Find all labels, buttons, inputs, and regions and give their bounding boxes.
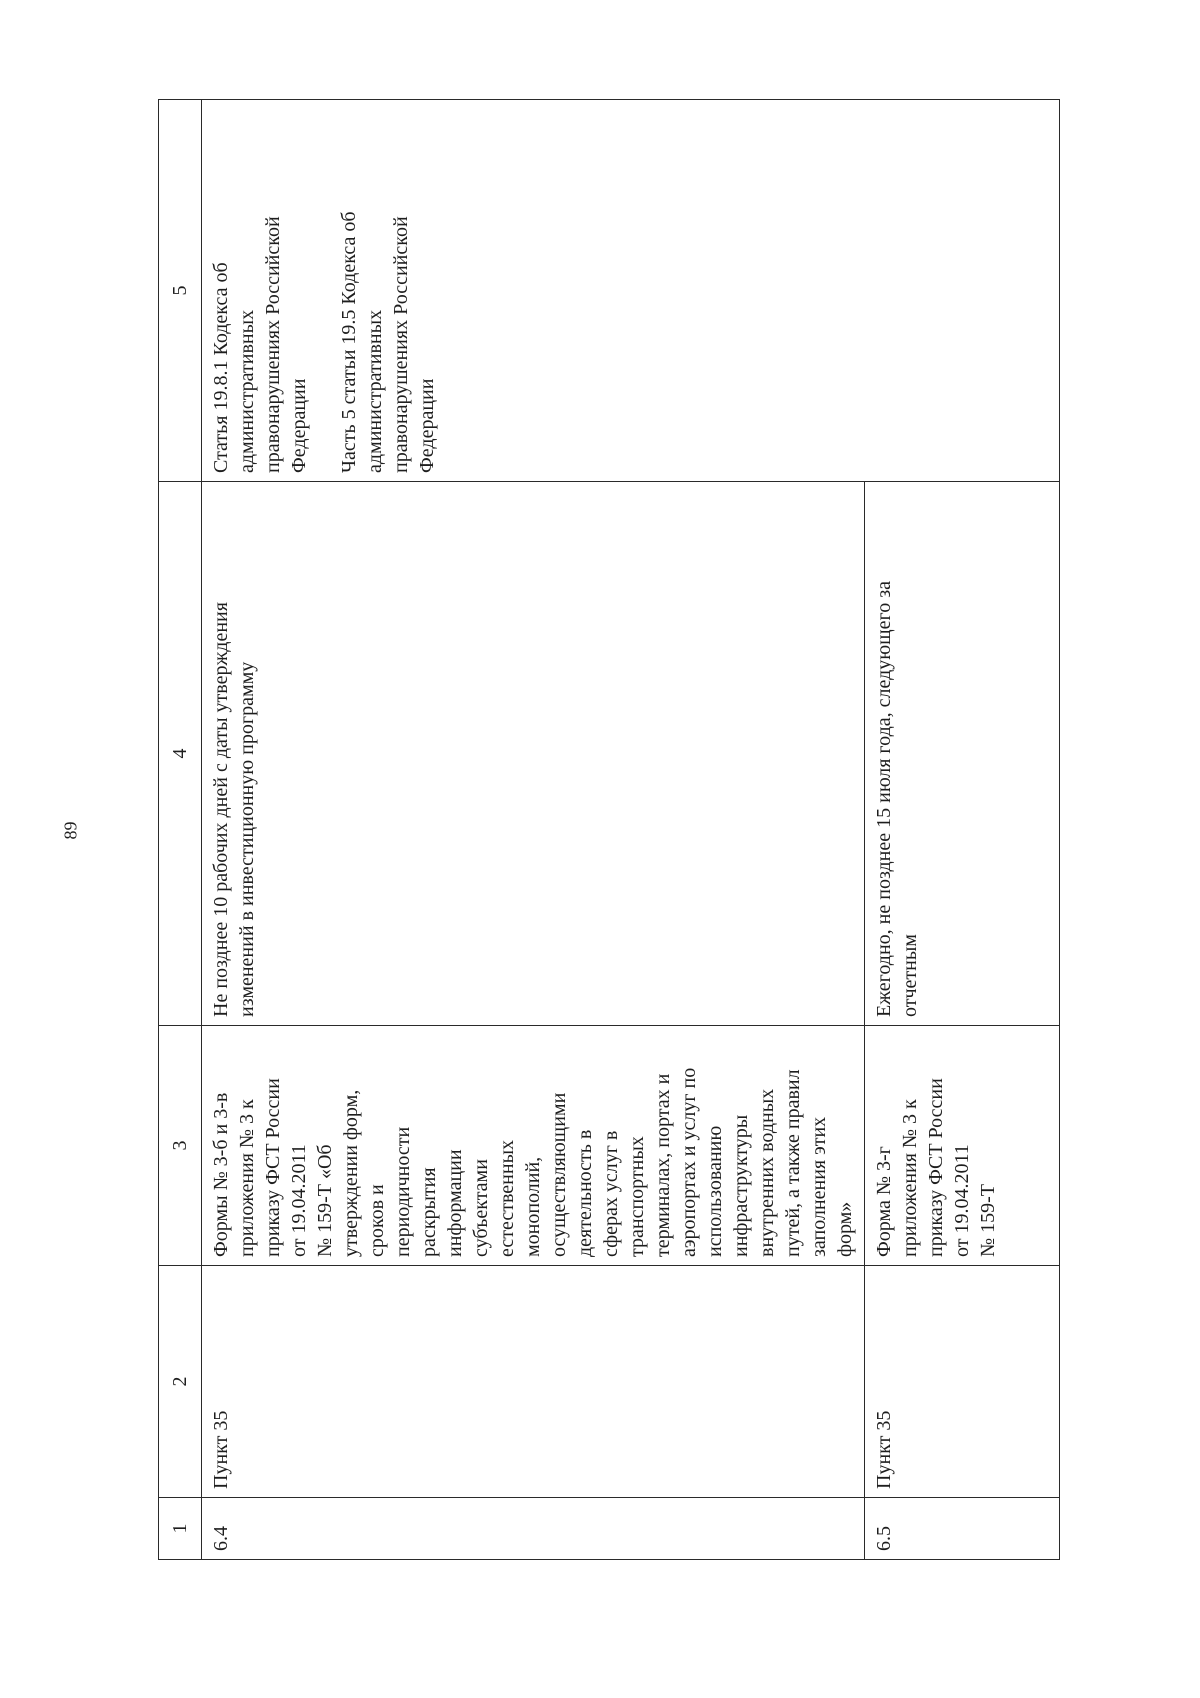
- table-row: [202, 100, 865, 1560]
- row-number: 6.5: [865, 1498, 1060, 1560]
- liability-text-1: Статья 19.8.1 Кодекса об административных правонарушениях Российской Федерации: [210, 216, 310, 473]
- row-deadline: Ежегодно, не позднее 15 июля года, следующего за отчетным: [865, 482, 1060, 1026]
- row-form: Формы № 3-б и 3-в приложения № 3 к приказу ФСТ России от 19.04.2011 № 159-Т «Об утверждении форм, сроков и периодичности раскрытия информации субъектами естественных монополий, осуществляющими деятельность в сферах услуг в транспортных терминалах, портах и аэропортах и услуг по использованию инфраструктуры внутренних водных путей, а также правил заполнения этих форм»: [202, 1026, 865, 1266]
- page-number: 89: [60, 821, 81, 840]
- header-col-3: 3: [159, 1026, 202, 1266]
- header-col-1: 1: [159, 1498, 202, 1560]
- row-liability: [202, 100, 1060, 482]
- header-col-5: 5: [159, 100, 202, 482]
- header-col-2: 2: [159, 1266, 202, 1498]
- row-point: Пункт 35: [865, 1266, 1060, 1498]
- rotated-table-container: [158, 100, 1060, 1560]
- row-number: 6.4: [202, 1498, 865, 1560]
- header-col-4: 4: [159, 482, 202, 1026]
- row-deadline: Не позднее 10 рабочих дней с даты утверждения изменений в инвестиционную программу: [202, 482, 865, 1026]
- row-point: Пункт 35: [202, 1266, 865, 1498]
- header-row: [159, 100, 202, 1560]
- liability-text-2: Часть 5 статьи 19.5 Кодекса об административных правонарушениях Российской Федерации: [338, 211, 438, 473]
- row-form: Форма № 3-г приложения № 3 к приказу ФСТ России от 19.04.2011 № 159-Т: [865, 1026, 1060, 1266]
- requirements-table: [158, 99, 1060, 1560]
